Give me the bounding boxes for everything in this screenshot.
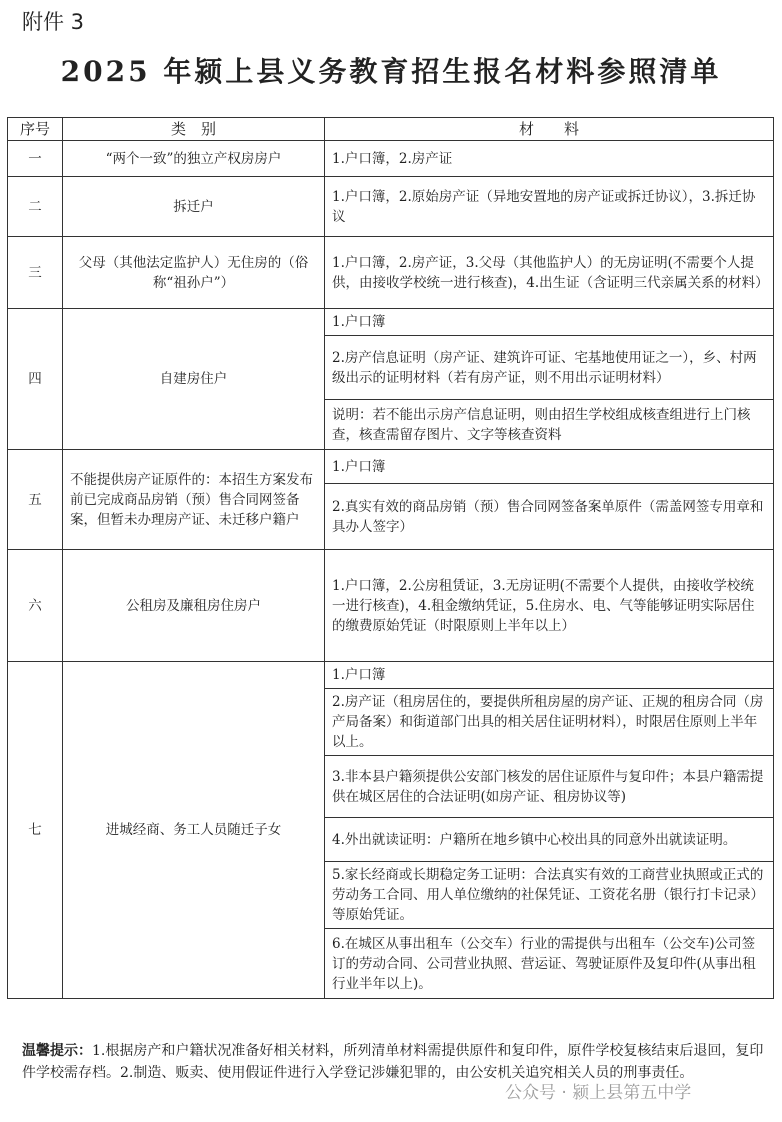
row-material: 2.房产信息证明（房产证、建筑许可证、宅基地使用证之一），乡、村两级出示的证明材料（若有房产证，则不用出示证明材料） [325,336,774,400]
row-material: 1.户口簿，2.房产证，3.父母（其他监护人）的无房证明(不需要个人提供，由接收学校统一进行核查)，4.出生证（含证明三代亲属关系的材料） [325,237,774,309]
table-row [8,177,774,237]
row-category: “两个一致”的独立产权房房户 [63,141,325,177]
tip-text: 1.根据房产和户籍状况准备好相关材料，所列清单材料需提供原件和复印件，原件学校复核结束后退回，复印件学校需存档。2.制造、贩卖、使用假证件进行入学登记涉嫌犯罪的，由公安机关追究相关人员的刑事责任。 [22,1043,764,1081]
row-number: 三 [8,237,63,309]
row-number: 二 [8,177,63,237]
header-category: 类 别 [63,118,325,141]
table-header-row [8,118,774,141]
row-material: 1.户口簿，2.原始房产证（异地安置地的房产证或拆迁协议），3.拆迁协议 [325,177,774,237]
row-material: 1.户口簿 [325,450,774,484]
table-row [8,237,774,309]
row-category: 父母（其他法定监护人）无住房的（俗称“祖孙户”） [63,237,325,309]
table-row [8,550,774,662]
attachment-label: 附件 3 [22,10,85,34]
table-row [8,141,774,177]
header-materials: 材 料 [325,118,774,141]
header-index: 序号 [8,118,63,141]
row-number: 六 [8,550,63,662]
row-material: 1.户口簿 [325,309,774,336]
page-title: 2025 年颍上县义务教育招生报名材料参照清单 [60,55,722,88]
row-material: 说明：若不能出示房产信息证明，则由招生学校组成核查组进行上门核查，核查需留存图片、文字等核查资料 [325,400,774,450]
row-number: 五 [8,450,63,550]
table-row [8,450,774,484]
row-category: 拆迁户 [63,177,325,237]
row-material: 3.非本县户籍须提供公安部门核发的居住证原件与复印件；本县户籍需提供在城区居住的合法证明(如房产证、租房协议等) [325,756,774,818]
row-material: 2.房产证（租房居住的，要提供所租房屋的房产证、正规的租房合同（房产局备案）和街道部门出具的相关居住证明材料），时限居住原则上半年以上。 [325,689,774,756]
row-material: 4.外出就读证明：户籍所在地乡镇中心校出具的同意外出就读证明。 [325,818,774,862]
materials-table [7,117,774,999]
row-category: 不能提供房产证原件的：本招生方案发布前已完成商品房销（预）售合同网签备案，但暂未办理房产证、未迁移户籍户 [63,450,325,550]
table-row [8,662,774,689]
tip-label: 温馨提示： [22,1043,92,1059]
row-number: 四 [8,309,63,450]
row-number: 七 [8,662,63,999]
row-material: 6.在城区从事出租车（公交车）行业的需提供与出租车（公交车)公司签订的劳动合同、公司营业执照、营运证、驾驶证原件及复印件(从事出租行业半年以上)。 [325,929,774,999]
row-material: 1.户口簿，2.公房租赁证，3.无房证明(不需要个人提供，由接收学校统一进行核查)，4.租金缴纳凭证，5.住房水、电、气等能够证明实际居住的缴费原始凭证（时限原则上半年以上） [325,550,774,662]
row-number: 一 [8,141,63,177]
row-material: 1.户口簿 [325,662,774,689]
row-category: 进城经商、务工人员随迁子女 [63,662,325,999]
table-row [8,309,774,336]
row-category: 自建房住户 [63,309,325,450]
row-material: 5.家长经商或长期稳定务工证明：合法真实有效的工商营业执照或正式的劳动务工合同、用人单位缴纳的社保凭证、工资花名册（银行打卡记录）等原始凭证。 [325,862,774,929]
row-category: 公租房及廉租房住房户 [63,550,325,662]
row-material: 2.真实有效的商品房销（预）售合同网签备案单原件（需盖网签专用章和具办人签字） [325,484,774,550]
watermark: 公众号 · 颍上县第五中学 [505,1083,692,1103]
row-material: 1.户口簿，2.房产证 [325,141,774,177]
